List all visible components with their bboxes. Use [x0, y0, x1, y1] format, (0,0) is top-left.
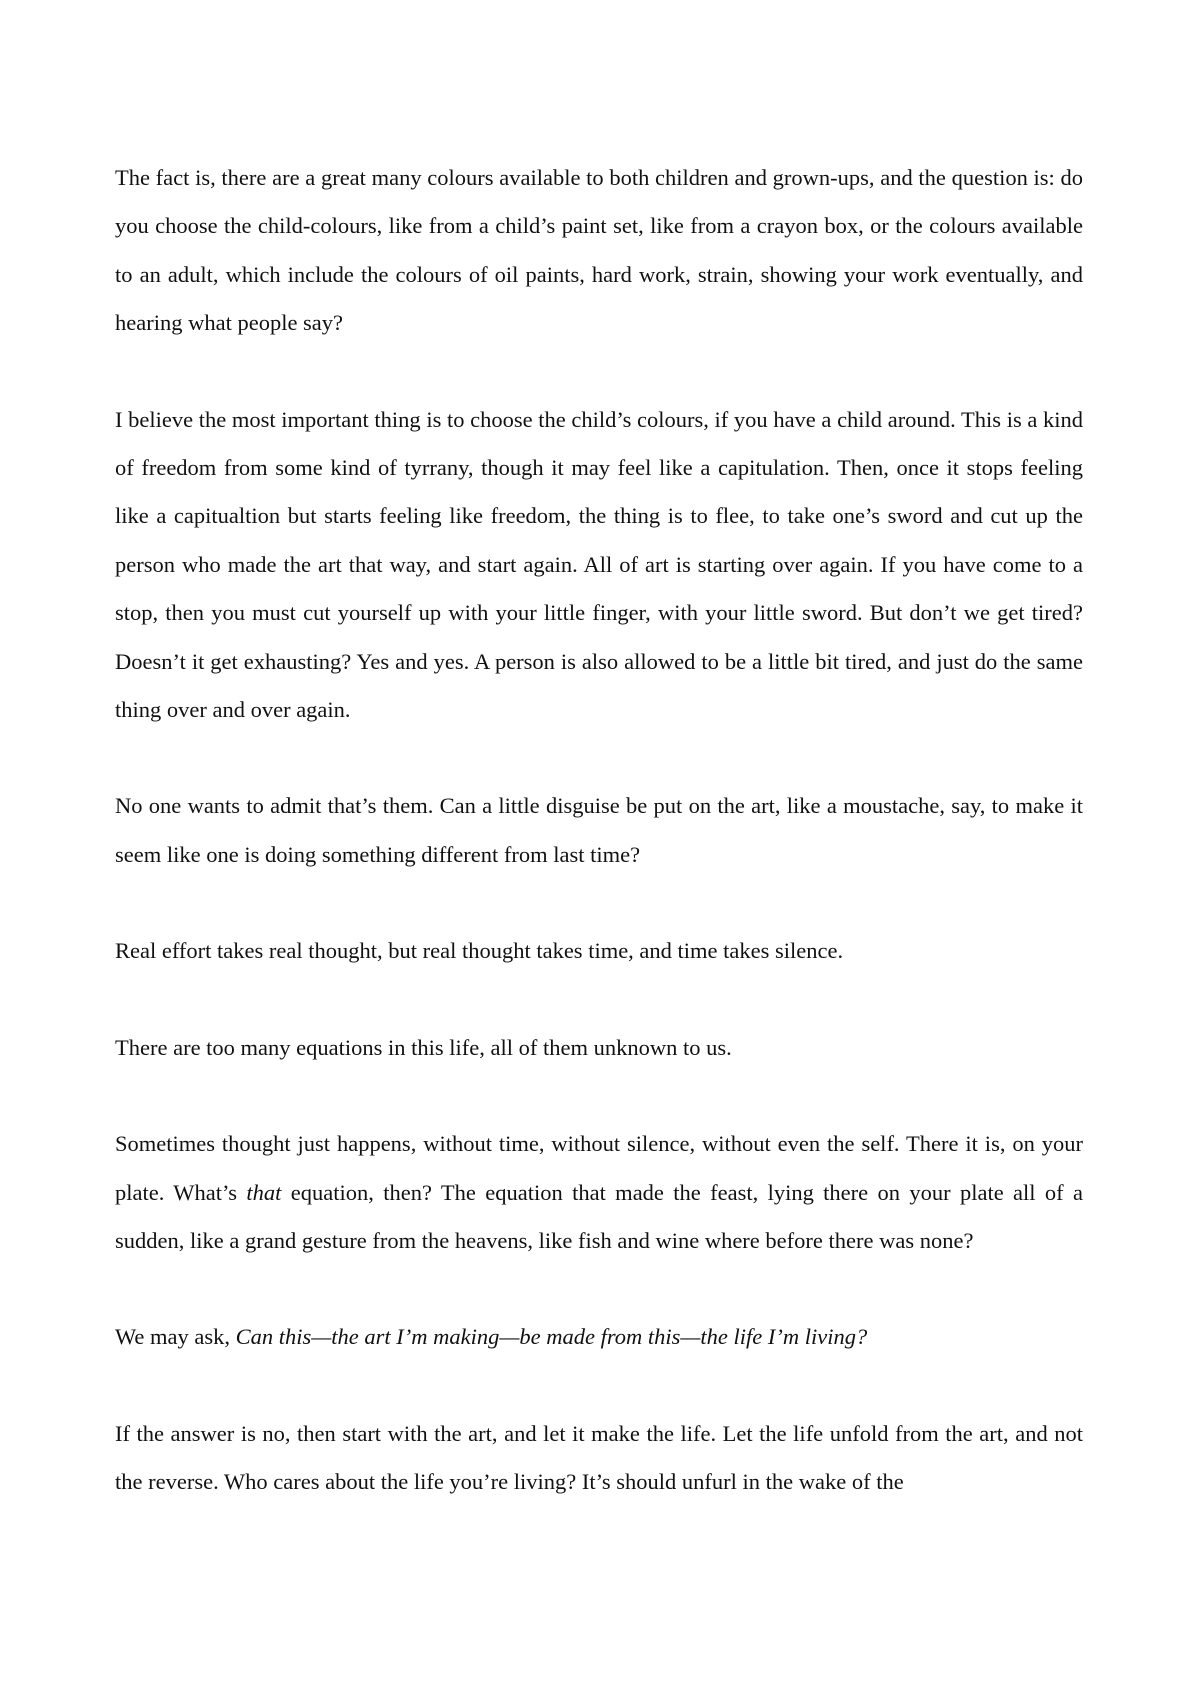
- paragraph-8: If the answer is no, then start with the art, and let it make the life. Let the life unfold from the art, and not the reverse. Who cares about the life you’re living? It’s should unfurl in the wake of the: [115, 1420, 1083, 1495]
- paragraph-7: [115, 1313, 1083, 1361]
- paragraph-6-text-end: equation, then? The equation that made the feast, lying there on your plate all of a sudden, like a grand gesture from the heavens, like fish and wine where before there was none?: [115, 1179, 1083, 1253]
- paragraph-2: I believe the most important thing is to choose the child’s colours, if you have a child around. This is a kind of freedom from some kind of tyrrany, though it may feel like a capitulation. Then, once it stops feeling like a capitualtion but starts feeling like freedom, the thing is to flee, to take one’s sword and cut up the person who made the art that way, and start again. All of art is starting over again. If you have come to a stop, then you must cut yourself up with your little finger, with your little sword. But don’t we get tired? Doesn’t it get exhausting? Yes and yes. A person is also allowed to be a little bit tired, and just do the same thing over and over again.: [115, 406, 1083, 723]
- paragraph-7-italic: Can this—the art I’m making—be made from this—the life I’m living?: [235, 1324, 868, 1350]
- paragraph-4: Real effort takes real thought, but real thought takes time, and time takes silence.: [115, 938, 844, 964]
- paragraph-6-text-start: Sometimes thought just happens, without time, without silence, without even the self. There it is, on your plate. What’s: [115, 1131, 1083, 1205]
- paragraph-3: No one wants to admit that’s them. Can a little disguise be put on the art, like a moustache, say, to make it seem like one is doing something different from last time?: [115, 793, 1083, 867]
- paragraph-6: [115, 1120, 1083, 1265]
- paragraph-6-italic: that: [246, 1179, 282, 1205]
- paragraph-5: There are too many equations in this life, all of them unknown to us.: [115, 1034, 732, 1060]
- document-body: [115, 154, 1083, 1507]
- paragraph-1: The fact is, there are a great many colours available to both children and grown-ups, and the question is: do you choose the child-colours, like from a child’s paint set, like from a crayon box, or the colours available to an adult, which include the colours of oil paints, hard work, strain, showing your work eventually, and hearing what people say?: [115, 165, 1083, 336]
- paragraph-7-text-start: We may ask,: [115, 1324, 236, 1350]
